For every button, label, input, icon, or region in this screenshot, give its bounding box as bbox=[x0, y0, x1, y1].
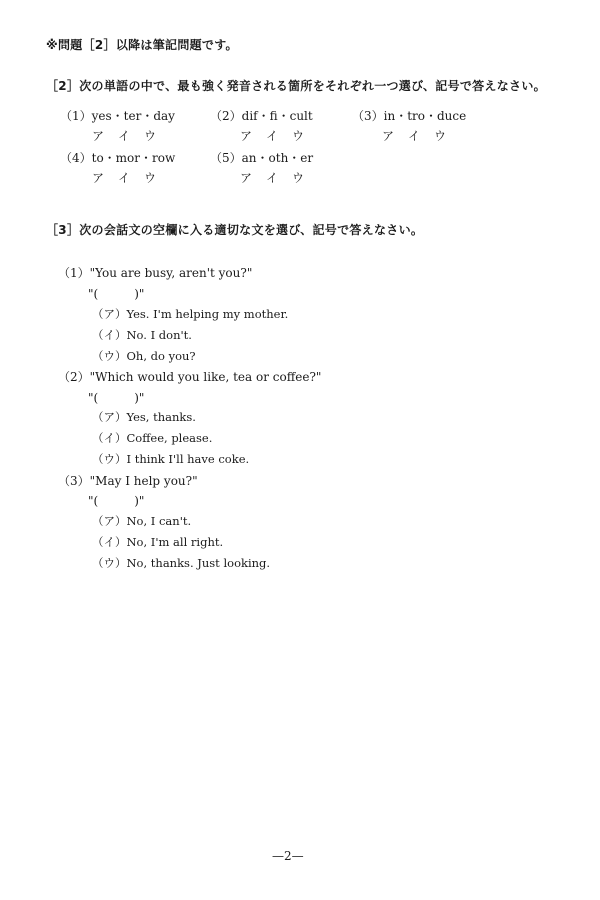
option-q3-i: （イ）No, I'm all right. bbox=[92, 535, 224, 549]
dialogue-question-3: （3）"May I help you?" bbox=[58, 474, 198, 488]
word-item-4: （4）to・mor・row bbox=[60, 151, 176, 165]
syllable-labels-5: ア イ ウ bbox=[240, 171, 305, 185]
option-q3-a: （ア）No, I can't. bbox=[92, 514, 192, 528]
syllable-labels-2: ア イ ウ bbox=[240, 129, 305, 143]
written-section-note: ※問題［2］以降は筆記問題です。 bbox=[46, 38, 238, 52]
syllable-labels-3: ア イ ウ bbox=[382, 129, 447, 143]
section3-instruction: ［3］次の会話文の空欄に入る適切な文を選び、記号で答えなさい。 bbox=[46, 223, 424, 237]
section2-instruction: ［2］次の単語の中で、最も強く発音される箇所をそれぞれ一つ選び、記号で答えなさい。 bbox=[46, 79, 546, 93]
answer-blank-1: "( )" bbox=[88, 287, 145, 301]
dialogue-question-2: （2）"Which would you like, tea or coffee?" bbox=[58, 370, 322, 384]
option-q3-u: （ウ）No, thanks. Just looking. bbox=[92, 556, 271, 570]
word-item-5: （5）an・oth・er bbox=[210, 151, 314, 165]
option-q1-a: （ア）Yes. I'm helping my mother. bbox=[92, 307, 289, 321]
word-item-2: （2）dif・fi・cult bbox=[210, 109, 313, 123]
syllable-labels-4: ア イ ウ bbox=[92, 171, 157, 185]
option-q2-a: （ア）Yes, thanks. bbox=[92, 410, 196, 424]
answer-blank-3: "( )" bbox=[88, 494, 145, 508]
dialogue-question-1: （1）"You are busy, aren't you?" bbox=[58, 266, 253, 280]
option-q1-u: （ウ）Oh, do you? bbox=[92, 349, 196, 363]
option-q2-u: （ウ）I think I'll have coke. bbox=[92, 452, 250, 466]
option-q2-i: （イ）Coffee, please. bbox=[92, 431, 213, 445]
answer-blank-2: "( )" bbox=[88, 391, 145, 405]
word-item-1: （1）yes・ter・day bbox=[60, 109, 175, 123]
syllable-labels-1: ア イ ウ bbox=[92, 129, 157, 143]
option-q1-i: （イ）No. I don't. bbox=[92, 328, 192, 342]
word-item-3: （3）in・tro・duce bbox=[352, 109, 467, 123]
page-number: —2— bbox=[272, 849, 304, 863]
